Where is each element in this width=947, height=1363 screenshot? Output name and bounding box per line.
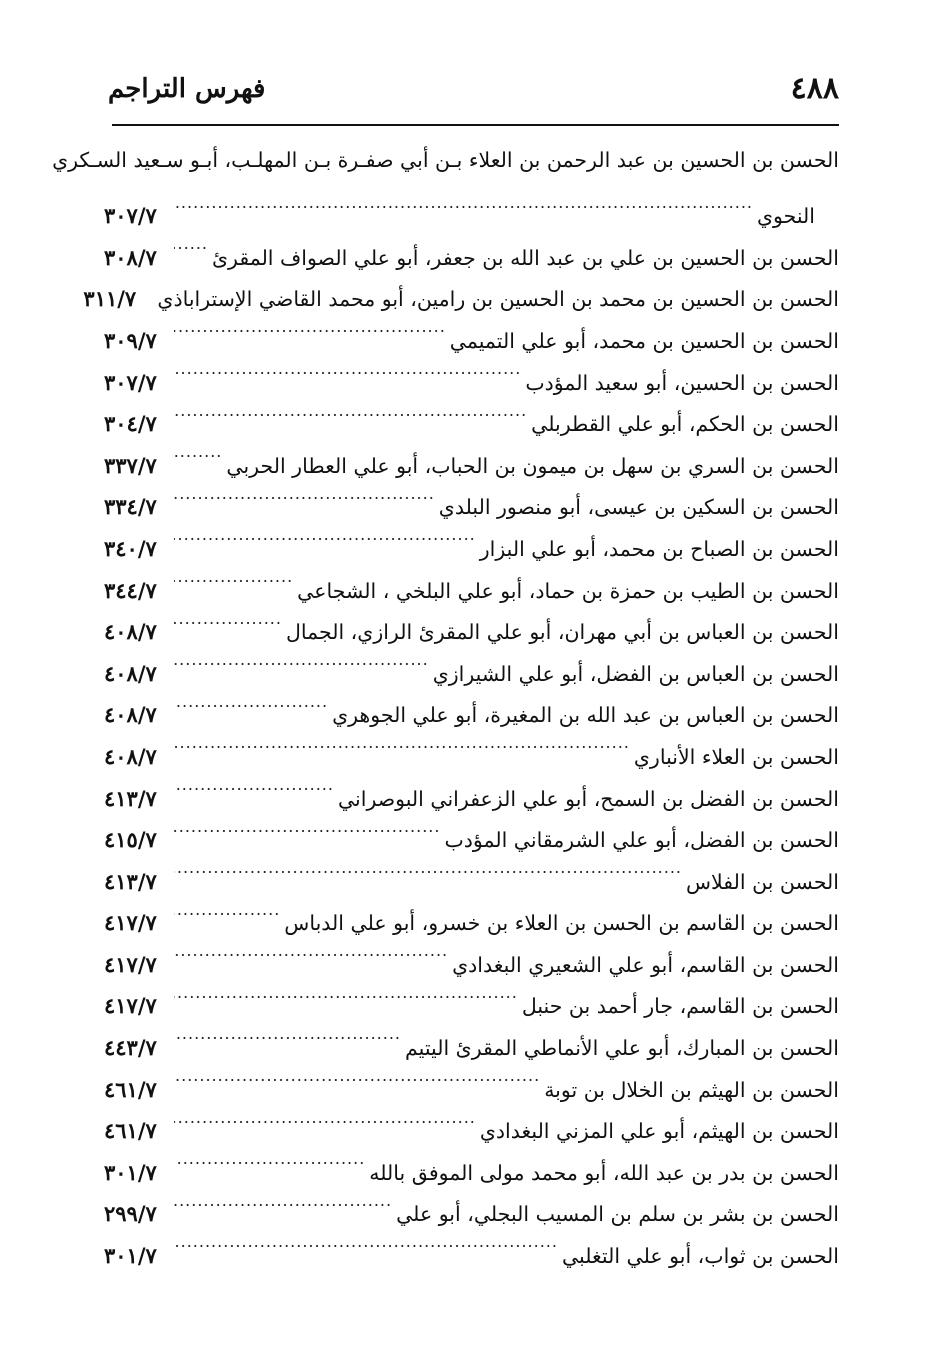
dot-leader: [174, 1221, 558, 1263]
entry-text: الحسن بن العباس بن عبد الله بن المغيرة، أبو علي الجوهري: [332, 703, 839, 728]
dot-leader: [174, 972, 518, 1014]
entry-text: الحسن بن الصباح بن محمد، أبو علي البزار: [479, 536, 839, 561]
entry-text: الحسن بن القاسم، أبو علي الشعيري البغدادي: [452, 952, 839, 977]
page-number: ٤٨٨: [790, 71, 839, 106]
entry-text: الحسن بن ثواب، أبو علي التغلبي: [561, 1244, 839, 1269]
entry-text: الحسن بن العباس بن الفضل، أبو علي الشيرازي: [432, 661, 839, 686]
entry-text: الحسن بن السري بن سهل بن ميمون بن الحباب، أبو علي العطار الحربي: [226, 453, 839, 478]
dot-leader: [174, 556, 293, 598]
entry-text: الحسن بن الحكم، أبو علي القطربلي: [531, 412, 839, 437]
entry-reference: ٤٠٨/٧: [104, 660, 157, 686]
entry-reference: ٣٠٨/٧: [104, 244, 157, 270]
entry-reference: ٣٠٧/٧: [104, 369, 157, 395]
entry-text: الحسن بن بشر بن سلم بن المسيب البجلي، أبو علي: [396, 1202, 839, 1227]
entry-reference: ٤٦١/٧: [104, 1076, 157, 1102]
entry-line: [104, 182, 839, 229]
entry-reference: ٤١٥/٧: [104, 827, 157, 853]
running-title: فهرس التراجم: [108, 74, 266, 104]
entry-reference: ٣١١/٧: [83, 286, 137, 312]
dot-leader: [174, 223, 208, 265]
entry-reference: ٤١٧/٧: [104, 910, 157, 936]
entry-text: النحوي: [757, 204, 815, 229]
entry-reference: ٣٠١/٧: [104, 1243, 157, 1269]
dot-leader: [174, 1180, 392, 1222]
entry-reference: ٤٠٨/٧: [104, 619, 157, 645]
dot-leader: [174, 847, 682, 889]
entry-line: [104, 223, 839, 270]
dot-leader: [174, 182, 753, 224]
entry-reference: ٤٦١/٧: [104, 1118, 157, 1144]
entry-text: الحسن بن القاسم بن الحسن بن العلاء بن خسرو، أبو علي الدباس: [284, 911, 839, 936]
dot-leader: [174, 431, 222, 473]
entry-text: الحسن بن الهيثم بن الخلال بن توبة: [544, 1077, 839, 1102]
page-header: [108, 62, 839, 112]
entry-text: الحسن بن الحسين بن محمد بن الحسين بن رامين، أبو محمد القاضي الإستراباذي: [157, 287, 839, 312]
dot-leader: [174, 681, 328, 723]
dot-leader: [174, 806, 440, 848]
entry-text: الحسن بن السكين بن عيسى، أبو منصور البلدي: [438, 495, 839, 520]
entry-text: الحسن بن العلاء الأنباري: [633, 744, 839, 769]
entry-reference: ٤٠٨/٧: [104, 743, 157, 769]
dot-leader: [174, 1055, 540, 1097]
dot-leader: [174, 1138, 365, 1180]
entry-reference: ٤١٧/٧: [104, 951, 157, 977]
dot-leader: [174, 764, 334, 806]
entry-text: الحسن بن الحسين، أبو سعيد المؤدب: [525, 370, 839, 395]
entry-text: الحسن بن الحسين بن علي بن عبد الله بن جعفر، أبو علي الصواف المقرئ: [211, 245, 839, 270]
dot-leader: [174, 390, 527, 432]
entry-reference: ٤٤٣/٧: [104, 1035, 157, 1061]
entry-text: الحسن بن المبارك، أبو علي الأنماطي المقرئ اليتيم: [405, 1036, 839, 1061]
entry-text: الحسن بن الهيثم، أبو علي المزني البغدادي: [479, 1119, 839, 1144]
entry-text: الحسن بن الحسين بن محمد، أبو علي التميمي: [449, 328, 839, 353]
entry-reference: ٣٤٠/٧: [104, 535, 157, 561]
entry-text: الحسن بن الفضل، أبو علي الشرمقاني المؤدب: [444, 828, 839, 853]
entry-reference: ٤٠٨/٧: [104, 702, 157, 728]
entry-text: الحسن بن الفضل بن السمح، أبو علي الزعفراني البوصراني: [337, 786, 839, 811]
dot-leader: [174, 889, 280, 931]
dot-leader: [174, 722, 630, 764]
entry-reference: ٣٣٤/٧: [104, 494, 157, 520]
entry-text-line1: الحسن بن الحسين بن عبد الرحمن بن العلاء بـن أبي صفـرة بـن المهلـب، أبـو سـعيد السـكري: [52, 148, 839, 172]
entry-reference: ٣٤٤/٧: [104, 577, 157, 603]
dot-leader: [174, 348, 521, 390]
entry-reference: ٢٩٩/٧: [104, 1201, 157, 1227]
entry-reference: ٣٠٩/٧: [104, 327, 157, 353]
dot-leader: [174, 514, 476, 556]
dot-leader: [174, 598, 282, 640]
entry-text: الحسن بن الطيب بن حمزة بن حماد، أبو علي البلخي ، الشجاعي: [297, 578, 839, 603]
entry-reference: ٤١٣/٧: [104, 785, 157, 811]
entry-text: الحسن بن بدر بن عبد الله، أبو محمد مولى الموفق بالله: [369, 1160, 839, 1185]
entry-reference: ٣٠٧/٧: [104, 203, 157, 229]
dot-leader: [174, 1097, 476, 1139]
entry-reference: ٤١٧/٧: [104, 993, 157, 1019]
dot-leader: [174, 473, 435, 515]
dot-leader: [174, 1013, 401, 1055]
header-rule: [112, 124, 839, 126]
dot-leader: [174, 639, 429, 681]
entry-reference: ٣٠١/٧: [104, 1159, 157, 1185]
entry-text: الحسن بن القاسم، جار أحمد بن حنبل: [521, 994, 839, 1019]
entry-reference: ٣٠٤/٧: [104, 411, 157, 437]
entry-text: الحسن بن العباس بن أبي مهران، أبو علي المقرئ الرازي، الجمال: [285, 620, 839, 645]
dot-leader: [174, 930, 448, 972]
dot-leader: [174, 306, 446, 348]
index-entry: [104, 223, 839, 270]
index-entries: [52, 140, 839, 1269]
entry-reference: ٤١٣/٧: [104, 868, 157, 894]
index-entry: [52, 140, 839, 229]
entry-text: الحسن بن الفلاس: [686, 869, 839, 894]
entry-reference: ٣٣٧/٧: [104, 452, 157, 478]
